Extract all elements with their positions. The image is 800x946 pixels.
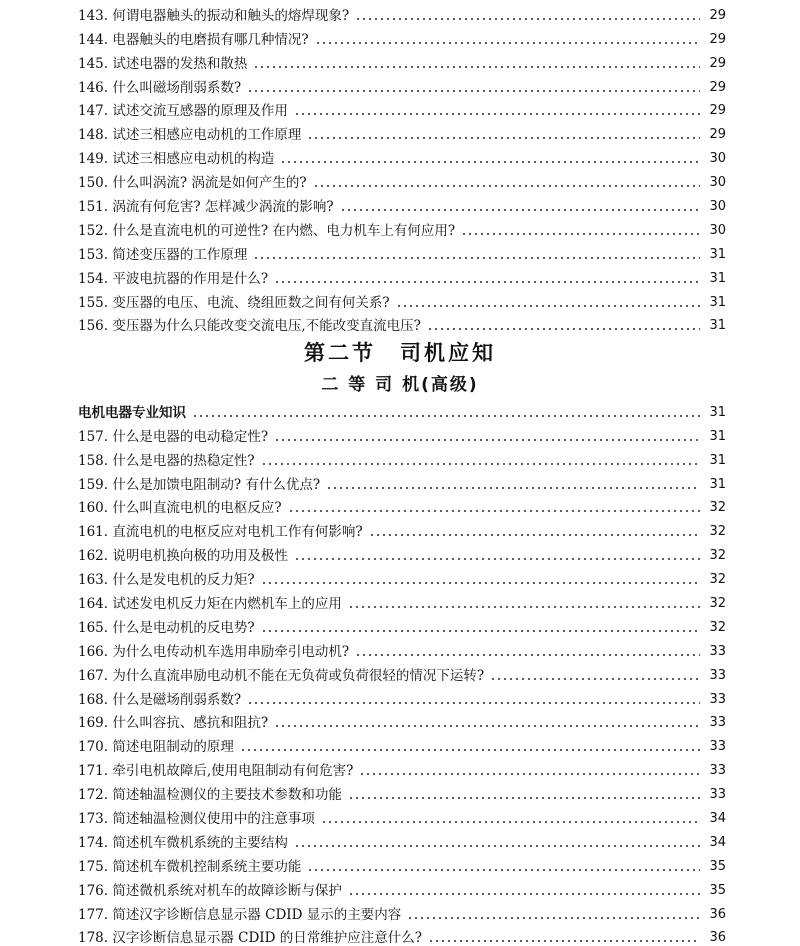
toc-page-number: 33 (709, 763, 726, 779)
toc-entry-title: 145. 试述电器的发热和散热 (78, 55, 248, 72)
toc-entry-title: 148. 试述三相感应电动机的工作原理 (78, 127, 302, 144)
toc-entry (78, 215, 726, 239)
dot-leader (294, 112, 700, 116)
toc-entry (78, 612, 726, 636)
dot-leader (192, 414, 700, 418)
toc-entry-title: 157. 什么是电器的电动稳定性? (78, 428, 269, 445)
toc-entry (78, 875, 726, 899)
toc-page-number: 35 (709, 882, 726, 898)
toc-entry (78, 684, 726, 708)
toc-entry-title: 144. 电器触头的电磨损有哪几种情况? (78, 31, 309, 48)
toc-entry (78, 287, 726, 311)
toc-page-number: 30 (709, 199, 726, 215)
dot-leader (359, 772, 700, 776)
toc-page-number: 32 (709, 596, 726, 612)
toc-entry-title: 170. 简述电阻制动的原理 (78, 739, 234, 756)
dot-leader (307, 868, 700, 872)
dot-leader (274, 438, 700, 442)
toc-entry (78, 24, 726, 48)
toc-page-number: 36 (709, 930, 726, 946)
dot-leader (369, 533, 700, 537)
toc-entry (78, 588, 726, 612)
toc-page-number: 29 (709, 7, 726, 23)
toc-entry-title: 169. 什么叫容抗、感抗和阻抗? (78, 715, 269, 732)
toc-entry (78, 96, 726, 120)
toc-entry-title: 172. 简述轴温检测仪的主要技术参数和功能 (78, 787, 342, 804)
toc-entry (78, 731, 726, 755)
dot-leader (427, 327, 700, 331)
dot-leader (274, 724, 700, 728)
toc-page-number: 29 (709, 103, 726, 119)
toc-entry-title: 178. 汉字诊断信息显示器 CDID 的日常维护应注意什么? (78, 930, 422, 946)
toc-page-number: 29 (709, 79, 726, 95)
dot-leader (253, 65, 700, 69)
dot-leader (307, 136, 700, 140)
dot-leader (274, 280, 700, 284)
toc-entry-title: 168. 什么是磁场削弱系数? (78, 691, 242, 708)
toc-entry (78, 516, 726, 540)
toc-page-number: 33 (709, 643, 726, 659)
dot-leader (261, 629, 700, 633)
toc-category-row (78, 397, 726, 421)
toc-page-number: 32 (709, 619, 726, 635)
toc-entry-title: 143. 何谓电器触头的振动和触头的熔焊现象? (78, 7, 350, 24)
toc-entry-title: 175. 简述机车微机控制系统主要功能 (78, 858, 302, 875)
toc-entry (78, 48, 726, 72)
toc-page-number: 34 (709, 834, 726, 850)
dot-leader (355, 17, 700, 21)
toc-page-number: 31 (709, 246, 726, 262)
toc-entry (78, 167, 726, 191)
toc-entry-title: 164. 试述发电机反力矩在内燃机车上的应用 (78, 596, 342, 613)
toc-entry (78, 851, 726, 875)
toc-category-label: 电机电器专业知识 (78, 404, 186, 421)
toc-entry-title: 160. 什么叫直流电机的电枢反应? (78, 500, 282, 517)
toc-entry (78, 143, 726, 167)
dot-leader (396, 304, 700, 308)
dot-leader (326, 486, 700, 490)
toc-page-number: 32 (709, 572, 726, 588)
toc-page-number: 30 (709, 175, 726, 191)
dot-leader (280, 160, 700, 164)
dot-leader (288, 509, 700, 513)
toc-entry (78, 899, 726, 923)
dot-leader (261, 462, 700, 466)
dot-leader (313, 184, 700, 188)
toc-entry-title: 159. 什么是加馈电阻制动? 有什么优点? (78, 476, 321, 493)
toc-list-second (78, 397, 726, 946)
toc-entry (78, 779, 726, 803)
dot-leader (348, 892, 700, 896)
toc-entry-title: 166. 为什么电传动机车选用串励牵引电动机? (78, 643, 350, 660)
dot-leader (490, 677, 700, 681)
toc-entry-title: 171. 牵引电机故障后,使用电阻制动有何危害? (78, 763, 354, 780)
toc-entry-title: 154. 平波电抗器的作用是什么? (78, 270, 269, 287)
toc-page-number: 31 (709, 428, 726, 444)
toc-entry-title: 147. 试述交流互感器的原理及作用 (78, 103, 288, 120)
toc-page-number: 32 (709, 548, 726, 564)
toc-entry-title: 152. 什么是直流电机的可逆性? 在内燃、电力机车上有何应用? (78, 222, 456, 239)
toc-entry (78, 803, 726, 827)
toc-entry (78, 263, 726, 287)
section-subtitle: 二 等 司 机(高级) (321, 375, 479, 395)
toc-page-number: 30 (709, 151, 726, 167)
toc-entry (78, 564, 726, 588)
toc-page-number: 33 (709, 691, 726, 707)
toc-entry (78, 421, 726, 445)
toc-entry (78, 469, 726, 493)
toc-entry-title: 150. 什么叫涡流? 涡流是如何产生的? (78, 175, 307, 192)
toc-entry (78, 540, 726, 564)
dot-leader (253, 256, 700, 260)
toc-page-number: 29 (709, 127, 726, 143)
dot-leader (294, 557, 700, 561)
dot-leader (348, 605, 700, 609)
toc-entry (78, 708, 726, 732)
toc-page-number: 29 (709, 55, 726, 71)
toc-entry (78, 923, 726, 946)
toc-entry-title: 146. 什么叫磁场削弱系数? (78, 79, 242, 96)
dot-leader (428, 939, 700, 943)
dot-leader (247, 89, 700, 93)
toc-entry-title: 153. 简述变压器的工作原理 (78, 246, 248, 263)
toc-page-number: 30 (709, 222, 726, 238)
dot-leader (348, 796, 700, 800)
toc-page-number: 31 (709, 404, 726, 420)
dot-leader (407, 916, 700, 920)
toc-entry-title: 158. 什么是电器的热稳定性? (78, 452, 255, 469)
dot-leader (321, 820, 700, 824)
toc-entry (78, 493, 726, 517)
toc-entry (78, 72, 726, 96)
toc-page-number: 31 (709, 476, 726, 492)
toc-entry (78, 660, 726, 684)
toc-entry-title: 161. 直流电机的电枢反应对电机工作有何影响? (78, 524, 363, 541)
toc-entry-title: 174. 简述机车微机系统的主要结构 (78, 834, 288, 851)
toc-page-number: 36 (709, 906, 726, 922)
toc-entry-title: 176. 简述微机系统对机车的故障诊断与保护 (78, 882, 342, 899)
toc-page-number: 32 (709, 500, 726, 516)
toc-page-number: 34 (709, 811, 726, 827)
toc-page-number: 31 (709, 452, 726, 468)
dot-leader (461, 232, 700, 236)
toc-entry-title: 165. 什么是电动机的反电势? (78, 619, 255, 636)
toc-entry (78, 0, 726, 24)
toc-page-number: 29 (709, 31, 726, 47)
dot-leader (247, 701, 700, 705)
toc-page-number: 33 (709, 667, 726, 683)
toc-page-number: 35 (709, 858, 726, 874)
toc-entry-title: 163. 什么是发电机的反力矩? (78, 572, 255, 589)
toc-page-number: 33 (709, 715, 726, 731)
toc-entry (78, 239, 726, 263)
toc-entry-title: 167. 为什么直流串励电动机不能在无负荷或负荷很轻的情况下运转? (78, 667, 485, 684)
toc-entry-title: 156. 变压器为什么只能改变交流电压,不能改变直流电压? (78, 318, 421, 335)
toc-page-number: 33 (709, 739, 726, 755)
dot-leader (355, 653, 700, 657)
toc-entry-title: 173. 简述轴温检测仪使用中的注意事项 (78, 811, 315, 828)
dot-leader (261, 581, 700, 585)
toc-entry-title: 177. 简述汉字诊断信息显示器 CDID 显示的主要内容 (78, 906, 402, 923)
section-title: 第二节 司机应知 (304, 341, 496, 365)
toc-entry (78, 755, 726, 779)
dot-leader (340, 208, 700, 212)
toc-entry-title: 151. 涡流有何危害? 怎样减少涡流的影响? (78, 199, 334, 216)
toc-entry (78, 636, 726, 660)
toc-page-number: 33 (709, 787, 726, 803)
toc-page-number: 31 (709, 294, 726, 310)
dot-leader (294, 844, 700, 848)
toc-page-number: 31 (709, 270, 726, 286)
toc-entry-title: 149. 试述三相感应电动机的构造 (78, 151, 275, 168)
toc-entry-title: 162. 说明电机换向极的功用及极性 (78, 548, 288, 565)
dot-leader (240, 748, 700, 752)
toc-page-number: 32 (709, 524, 726, 540)
toc-entry (78, 311, 726, 335)
toc-entry (78, 119, 726, 143)
toc-entry (78, 191, 726, 215)
toc-entry (78, 445, 726, 469)
toc-page-number: 31 (709, 318, 726, 334)
toc-entry (78, 827, 726, 851)
toc-entry-title: 155. 变压器的电压、电流、绕组匝数之间有何关系? (78, 294, 390, 311)
dot-leader (315, 41, 700, 45)
toc-list-first (78, 0, 726, 334)
